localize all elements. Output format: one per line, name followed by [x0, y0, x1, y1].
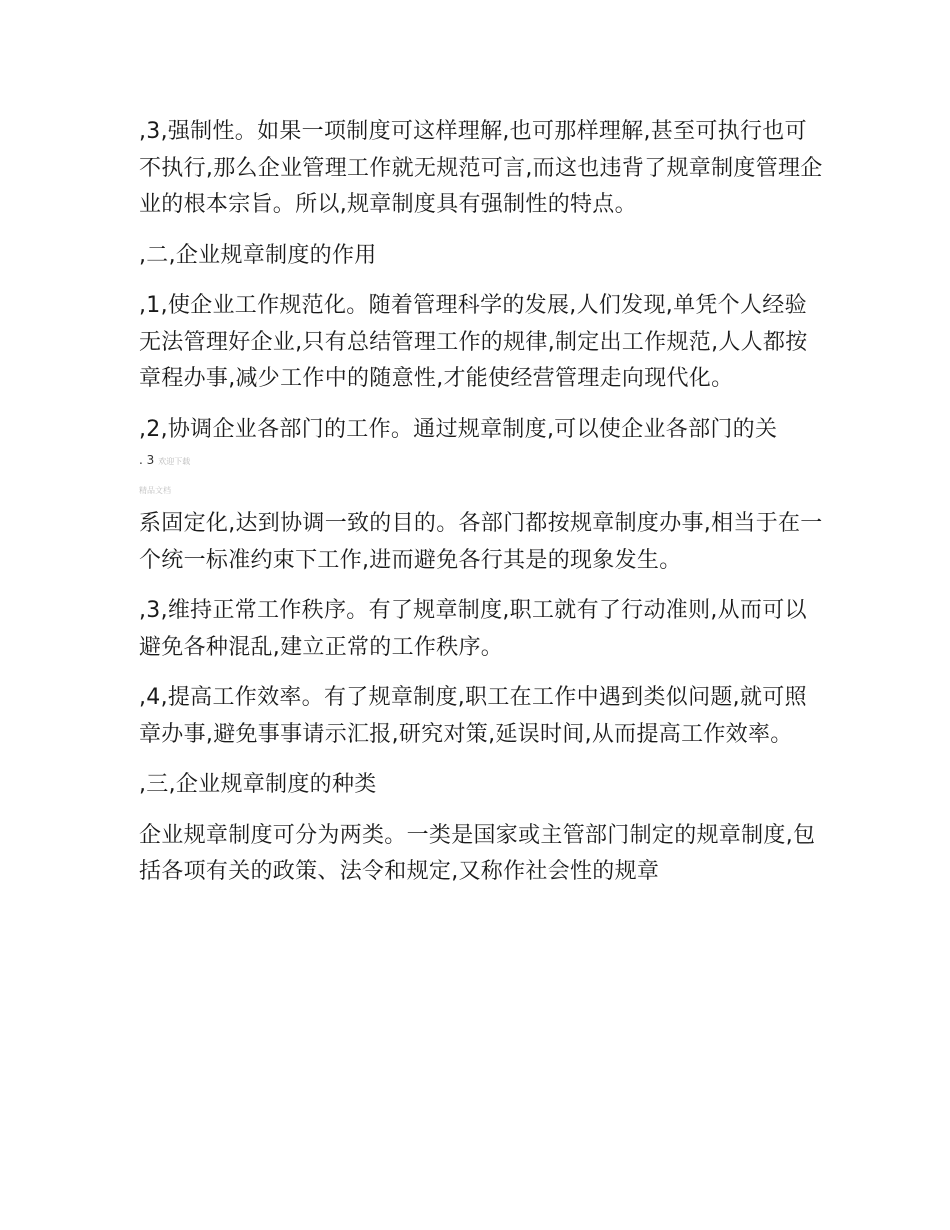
download-note: 欢迎下载 — [158, 457, 191, 466]
paragraph-compulsory: ,3,强制性。如果一项制度可这样理解,也可那样理解,甚至可执行也可不执行,那么企业管理工作就无规范可言,而这也违背了规章制度管理企业的根本宗旨。所以,规章制度具有强制性的特点。 — [139, 119, 823, 217]
page-footer — [139, 452, 829, 506]
section-heading-types: ,三,企业规章制度的种类 — [139, 772, 377, 797]
paragraph-order: ,3,维持正常工作秩序。有了规章制度,职工就有了行动准则,从而可以避免各种混乱,建立正常的工作秩序。 — [139, 598, 807, 660]
paragraph-coordinate-part1: ,2,协调企业各部门的工作。通过规章制度,可以使企业各部门的关 — [139, 416, 778, 442]
paragraph-efficiency: ,4,提高工作效率。有了规章制度,职工在工作中遇到类似问题,就可照章办事,避免事事请示汇报,研究对策,延误时间,从而提高工作效率。 — [139, 685, 807, 747]
section-heading-role: ,二,企业规章制度的作用 — [139, 242, 377, 268]
header-mark: 精品文档 — [139, 486, 171, 495]
paragraph-standardize: ,1,使企业工作规范化。随着管理科学的发展,人们发现,单凭个人经验无法管理好企业,只有总结管理工作的规律,制定出工作规范,人人都按章程办事,减少工作中的随意性,才能使经营管理走向现代化。 — [139, 293, 808, 391]
page-number-text: . 3 — [139, 453, 155, 467]
page-number — [139, 452, 190, 470]
paragraph-types: 企业规章制度可分为两类。一类是国家或主管部门制定的规章制度,包括各项有关的政策、法令和规定,又称作社会性的规章 — [139, 822, 816, 884]
paragraph-coordinate-part2: 系固定化,达到协调一致的目的。各部门都按规章制度办事,相当于在一个统一标准约束下工作,进而避免各行其是的现象发生。 — [139, 511, 823, 573]
document-page — [139, 114, 829, 905]
